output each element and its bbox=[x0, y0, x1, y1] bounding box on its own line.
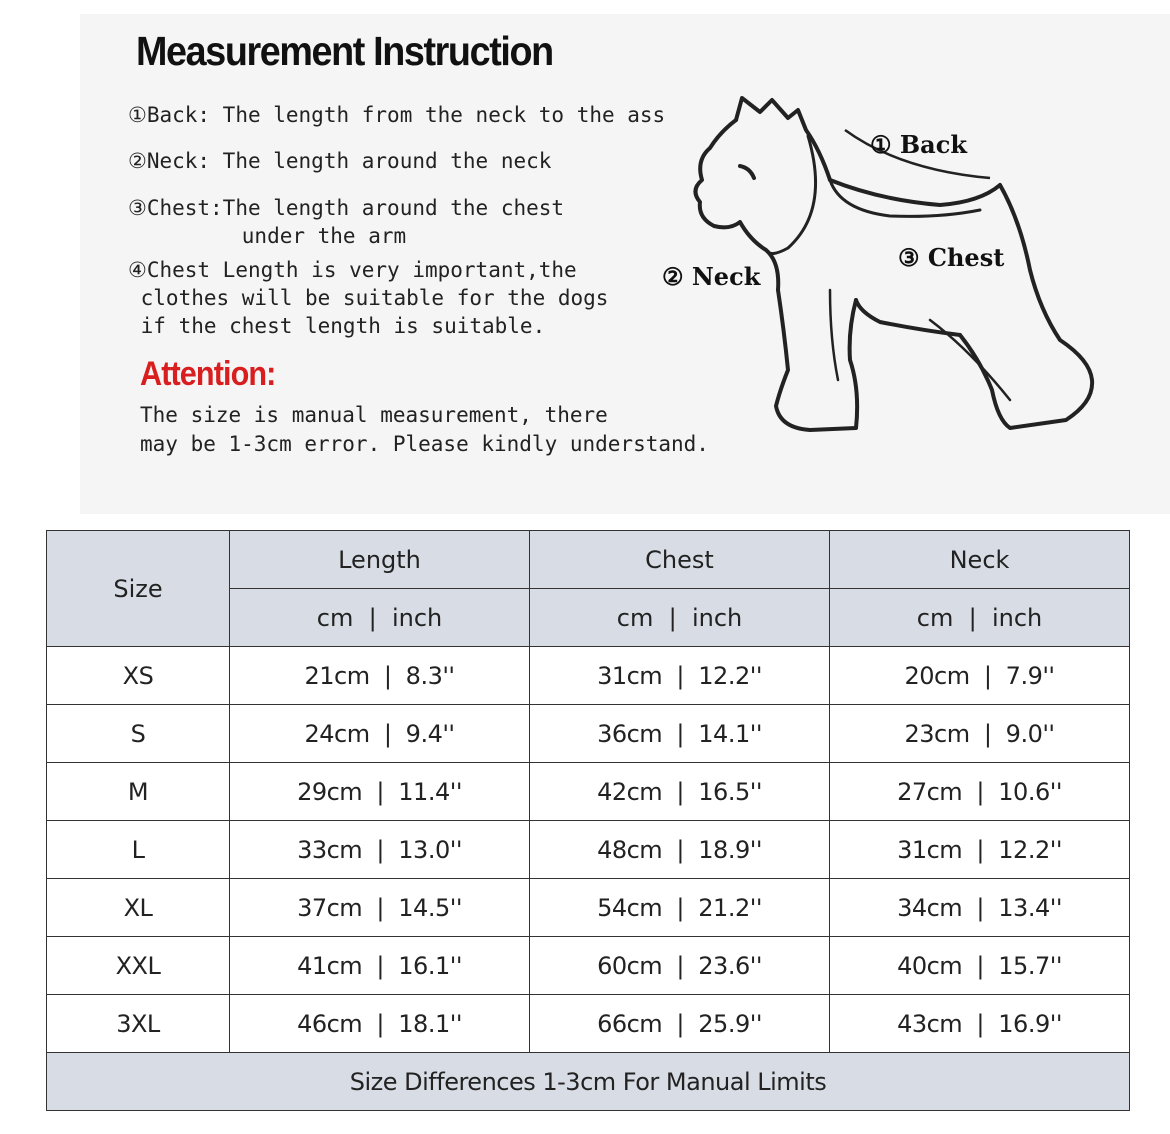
size-cell: 3XL bbox=[47, 995, 230, 1053]
instruction-neck: ②Neck: The length around the neck bbox=[128, 149, 552, 173]
neck-cell: 43cm | 16.9'' bbox=[830, 995, 1130, 1053]
length-cell: 46cm | 18.1'' bbox=[230, 995, 530, 1053]
length-unit-header: cm | inch bbox=[230, 589, 530, 647]
length-cell: 29cm | 11.4'' bbox=[230, 763, 530, 821]
size-cell: S bbox=[47, 705, 230, 763]
chest-cell: 42cm | 16.5'' bbox=[530, 763, 830, 821]
table-row bbox=[47, 821, 1130, 879]
table-row bbox=[47, 879, 1130, 937]
diagram-back-label: ① Back bbox=[870, 130, 967, 159]
size-chart-table bbox=[46, 530, 1130, 1111]
chest-column-header: Chest bbox=[530, 531, 830, 589]
table-row bbox=[47, 763, 1130, 821]
table-row bbox=[47, 705, 1130, 763]
instruction-back: ①Back: The length from the neck to the ass bbox=[128, 103, 666, 127]
length-cell: 33cm | 13.0'' bbox=[230, 821, 530, 879]
instruction-chest: ③Chest:The length around the chest under the arm bbox=[128, 196, 565, 248]
diagram-neck-label: ② Neck bbox=[662, 262, 761, 291]
size-cell: XL bbox=[47, 879, 230, 937]
neck-cell: 20cm | 7.9'' bbox=[830, 647, 1130, 705]
chest-cell: 31cm | 12.2'' bbox=[530, 647, 830, 705]
neck-cell: 27cm | 10.6'' bbox=[830, 763, 1130, 821]
chest-cell: 48cm | 18.9'' bbox=[530, 821, 830, 879]
size-cell: L bbox=[47, 821, 230, 879]
chest-cell: 60cm | 23.6'' bbox=[530, 937, 830, 995]
size-column-header: Size bbox=[47, 531, 230, 647]
chest-unit-header: cm | inch bbox=[530, 589, 830, 647]
attention-title: Attention: bbox=[140, 355, 276, 393]
length-cell: 21cm | 8.3'' bbox=[230, 647, 530, 705]
table-row bbox=[47, 937, 1130, 995]
table-row bbox=[47, 995, 1130, 1053]
neck-cell: 34cm | 13.4'' bbox=[830, 879, 1130, 937]
table-footer-row bbox=[47, 1053, 1130, 1111]
table-row bbox=[47, 647, 1130, 705]
neck-column-header: Neck bbox=[830, 531, 1130, 589]
neck-cell: 31cm | 12.2'' bbox=[830, 821, 1130, 879]
length-cell: 24cm | 9.4'' bbox=[230, 705, 530, 763]
size-difference-note: Size Differences 1-3cm For Manual Limits bbox=[47, 1053, 1130, 1111]
instruction-chest-length: ④Chest Length is very important,the clothes will be suitable for the dogs if the chest length is suitable. bbox=[128, 258, 609, 338]
length-cell: 37cm | 14.5'' bbox=[230, 879, 530, 937]
size-cell: XXL bbox=[47, 937, 230, 995]
size-cell: M bbox=[47, 763, 230, 821]
diagram-chest-label: ③ Chest bbox=[898, 243, 1005, 272]
chest-cell: 36cm | 14.1'' bbox=[530, 705, 830, 763]
size-cell: XS bbox=[47, 647, 230, 705]
neck-cell: 40cm | 15.7'' bbox=[830, 937, 1130, 995]
attention-text: The size is manual measurement, there may be 1-3cm error. Please kindly understand. bbox=[140, 403, 709, 456]
neck-cell: 23cm | 9.0'' bbox=[830, 705, 1130, 763]
neck-unit-header: cm | inch bbox=[830, 589, 1130, 647]
length-column-header: Length bbox=[230, 531, 530, 589]
chest-cell: 54cm | 21.2'' bbox=[530, 879, 830, 937]
chest-cell: 66cm | 25.9'' bbox=[530, 995, 830, 1053]
table-header-row bbox=[47, 531, 1130, 589]
page-title: Measurement Instruction bbox=[136, 28, 553, 74]
length-cell: 41cm | 16.1'' bbox=[230, 937, 530, 995]
